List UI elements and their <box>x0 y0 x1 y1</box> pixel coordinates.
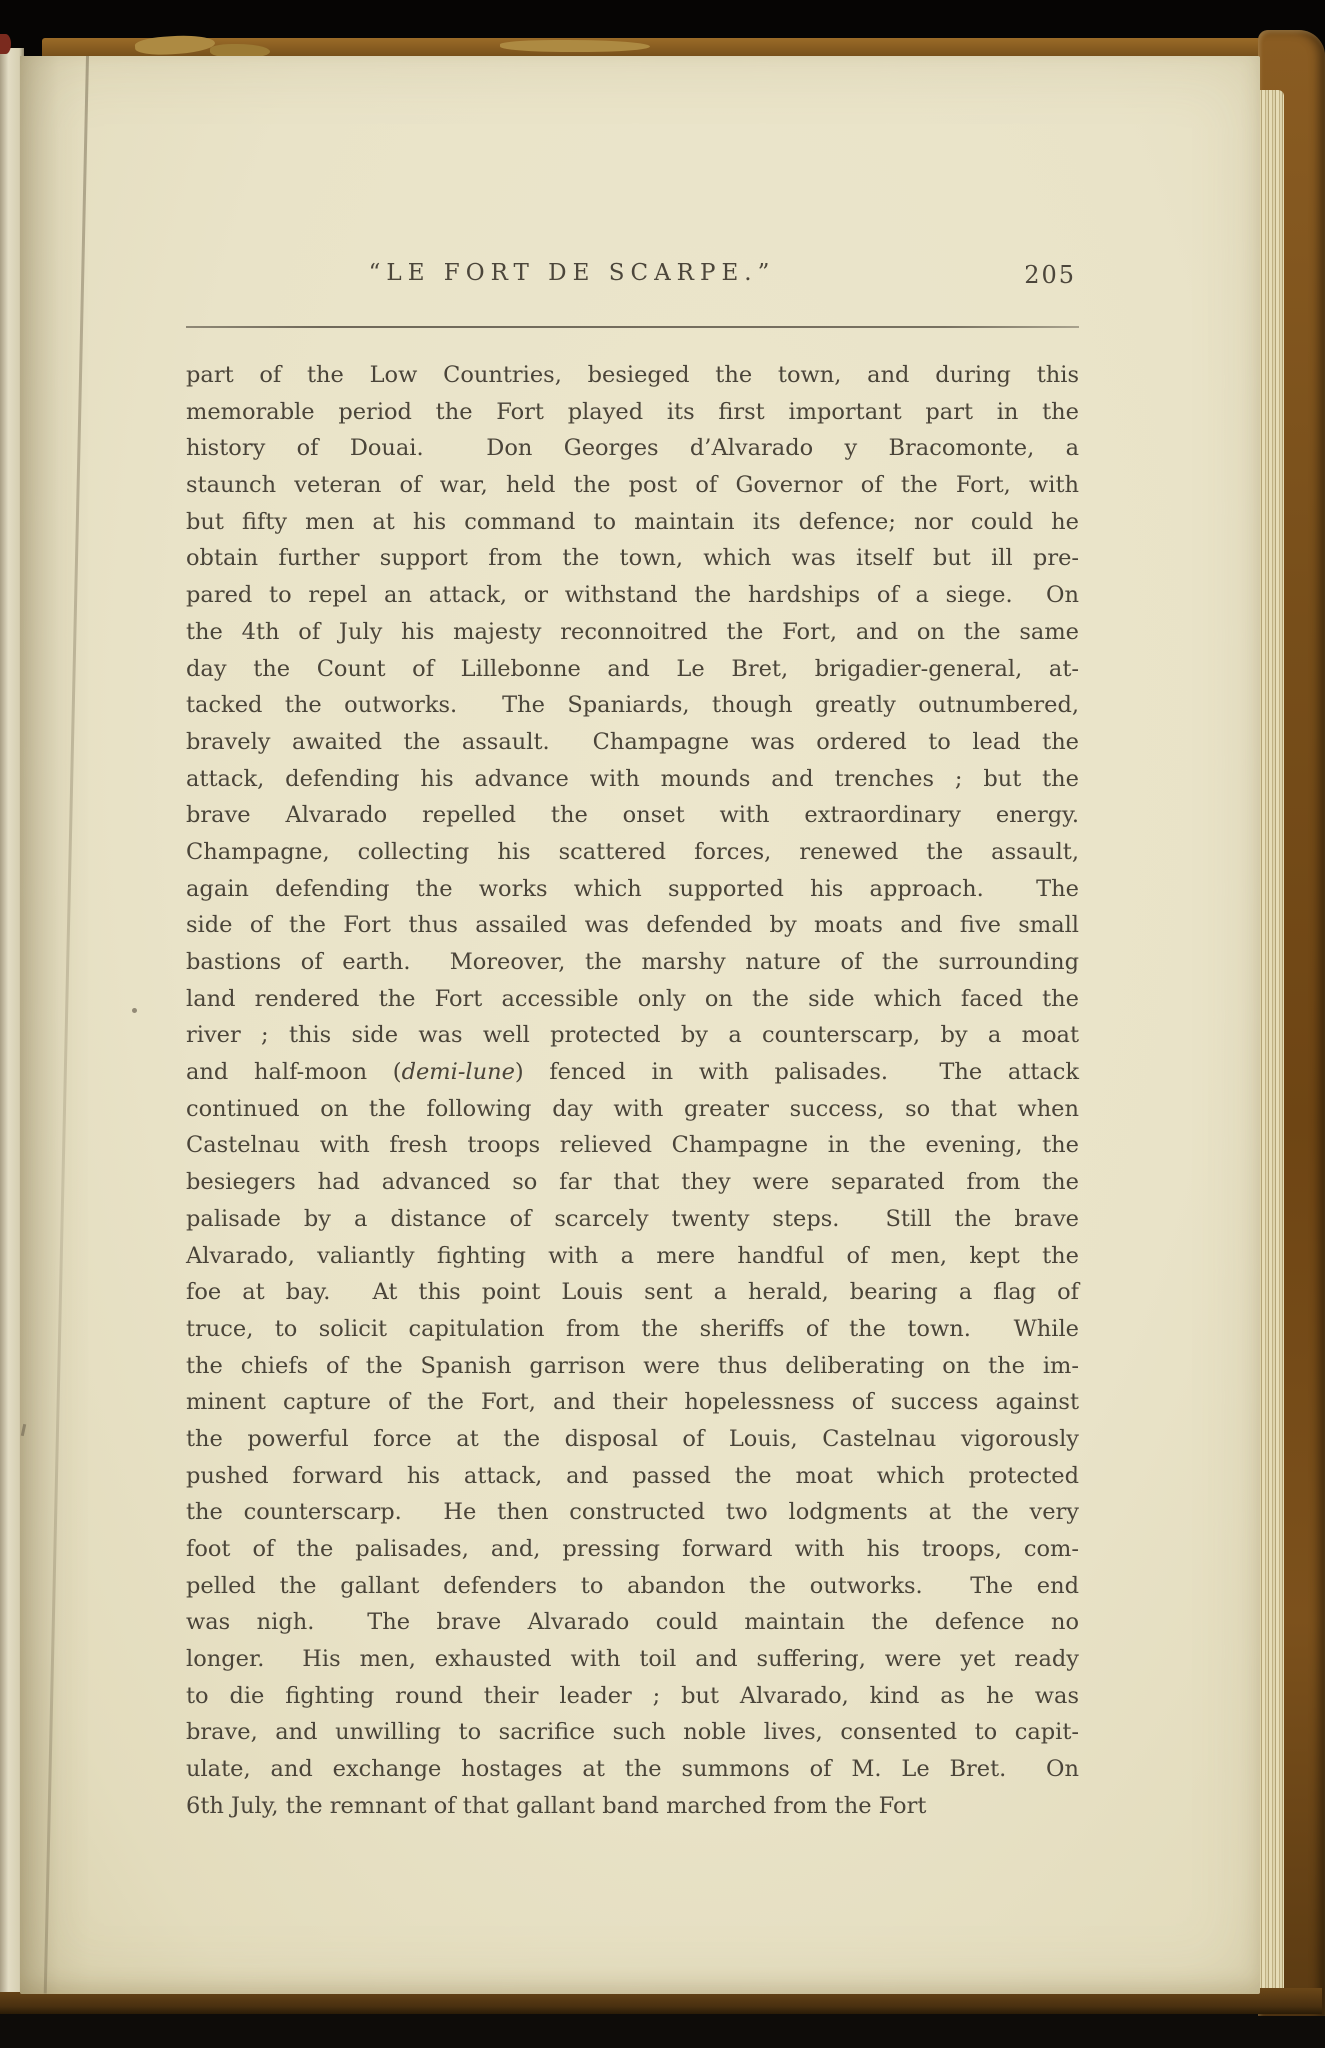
body-text <box>186 357 1079 1825</box>
text-line: continued on the following day with greater success, so that when <box>186 1095 1079 1122</box>
text-line: bastions of earth. Moreover, the marshy nature of the surrounding <box>186 949 1079 975</box>
text-line: ulate, and exchange hostages at the summons of M. Le Bret. On <box>186 1756 1079 1783</box>
page-number: 205 <box>1024 261 1076 289</box>
text-line: the 4th of July his majesty reconnoitred the Fort, and on the same <box>186 618 1079 645</box>
text-line: minent capture of the Fort, and their hopelessness of success against <box>186 1389 1079 1416</box>
text-line: the chiefs of the Spanish garrison were thus deliberating on the im- <box>186 1352 1079 1379</box>
text-line: pushed forward his attack, and passed the moat which protected <box>186 1462 1079 1489</box>
text-line: day the Count of Lillebonne and Le Bret, brigadier-general, at- <box>186 655 1079 682</box>
paper-fragment <box>500 40 650 52</box>
header-rule <box>186 326 1079 328</box>
text-line: was nigh. The brave Alvarado could maintain the defence no <box>186 1609 1079 1636</box>
text-line: to die fighting round their leader ; but Alvarado, kind as he was <box>186 1682 1079 1709</box>
text-line: palisade by a distance of scarcely twenty steps. Still the brave <box>186 1205 1079 1232</box>
text-line: 6th July, the remnant of that gallant band marched from the Fort <box>186 1792 927 1819</box>
text-line: the counterscarp. He then constructed two lodgments at the very <box>186 1499 1079 1526</box>
text-line: side of the Fort thus assailed was defended by moats and five small <box>186 912 1079 939</box>
text-line: but fifty men at his command to maintain its defence; nor could he <box>186 508 1079 535</box>
text-line: memorable period the Fort played its first important part in the <box>186 398 1079 425</box>
text-line: Castelnau with fresh troops relieved Champagne in the evening, the <box>186 1132 1079 1159</box>
page-title: “LE FORT DE SCARPE.” <box>368 260 776 286</box>
text-line: and half-moon (demi-lune) fenced in with palisades. The attack <box>186 1059 1079 1086</box>
text-line: brave Alvarado repelled the onset with extraordinary energy. <box>186 802 1079 829</box>
headband-speck <box>0 34 11 54</box>
text-line: pelled the gallant defenders to abandon the outworks. The end <box>186 1572 1079 1599</box>
text-line: foot of the palisades, and, pressing forward with his troops, com- <box>186 1536 1079 1562</box>
text-line: Alvarado, valiantly fighting with a mere handful of men, kept the <box>186 1242 1079 1269</box>
text-line: bravely awaited the assault. Champagne was ordered to lead the <box>186 728 1079 755</box>
text-line: brave, and unwilling to sacrifice such noble lives, consented to capit- <box>186 1719 1079 1746</box>
text-line: river ; this side was well protected by a counterscarp, by a moat <box>186 1022 1079 1049</box>
text-line: part of the Low Countries, besieged the town, and during this <box>186 362 1079 388</box>
text-line: foe at bay. At this point Louis sent a herald, bearing a flag of <box>186 1279 1079 1306</box>
text-line: attack, defending his advance with mounds and trenches ; but the <box>186 765 1079 792</box>
text-line: the powerful force at the disposal of Louis, Castelnau vigorously <box>186 1425 1079 1452</box>
text-line: staunch veteran of war, held the post of Governor of the Fort, with <box>186 472 1079 499</box>
text-line: again defending the works which supported his approach. The <box>186 875 1079 902</box>
text-line: besiegers had advanced so far that they were separated from the <box>186 1169 1079 1196</box>
text-line: land rendered the Fort accessible only on the side which faced the <box>186 985 1079 1012</box>
text-line: longer. His men, exhausted with toil and suffering, were yet ready <box>186 1646 1079 1673</box>
text-line: history of Douai. Don Georges d’Alvarado y Bracomonte, a <box>186 435 1079 462</box>
text-line: pared to repel an attack, or withstand the hardships of a siege. On <box>186 582 1079 609</box>
text-line: Champagne, collecting his scattered forces, renewed the assault, <box>186 838 1079 865</box>
text-line: tacked the outworks. The Spaniards, though greatly outnumbered, <box>186 692 1079 719</box>
margin-speck <box>132 1008 137 1013</box>
text-line: truce, to solicit capitulation from the sheriffs of the town. While <box>186 1315 1079 1342</box>
running-header <box>186 260 1078 294</box>
book-page <box>20 56 1260 1994</box>
text-line: obtain further support from the town, which was itself but ill pre- <box>186 545 1079 572</box>
